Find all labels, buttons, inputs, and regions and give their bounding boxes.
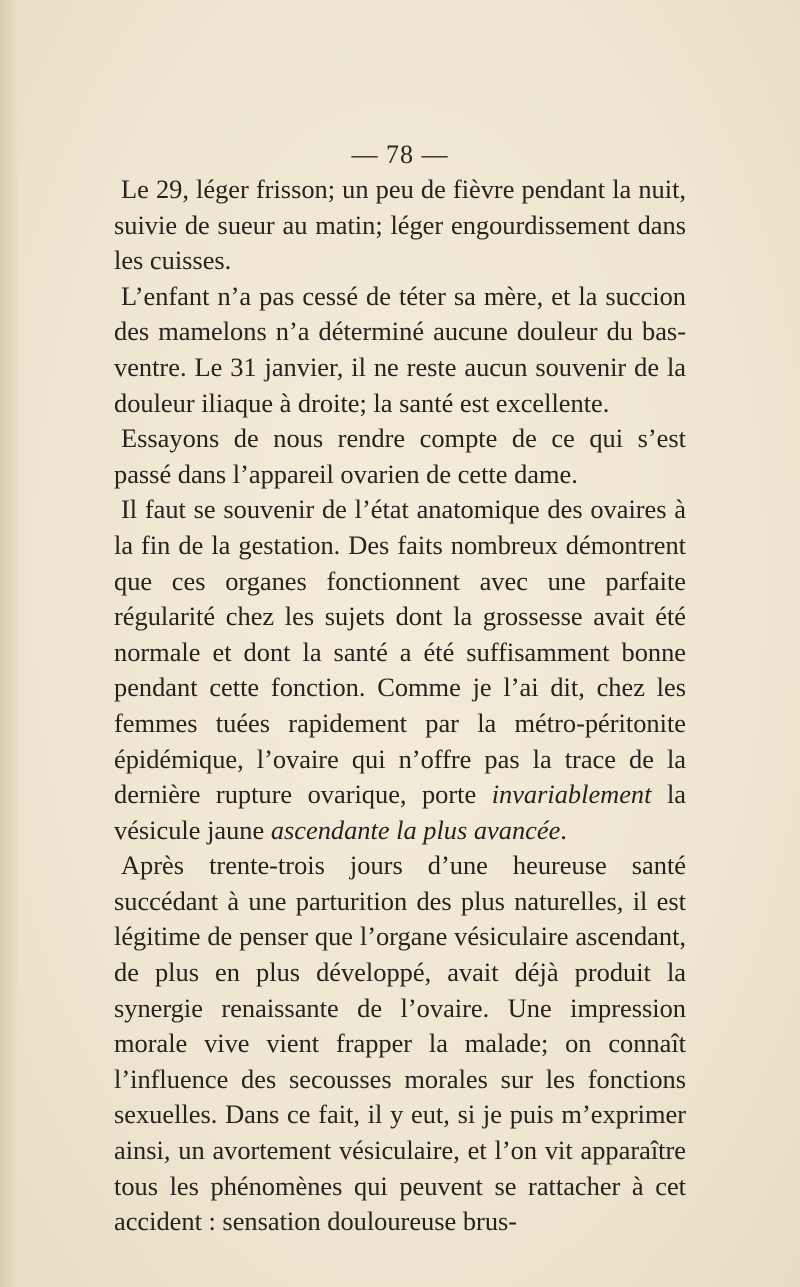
paragraph-4 [114, 492, 686, 848]
paragraph-1-text: Le 29, léger frisson; un peu de fièvre pendant la nuit, suivie de sueur au matin; léger engourdissement dans les cuisses. [114, 174, 686, 276]
page-number: — 78 — [351, 140, 449, 169]
paragraph-2 [114, 279, 686, 421]
paragraph-4-text-before: Il faut se souvenir de l’état anatomique des ovaires à la fin de la gestation. Des faits nombreux démontrent que ces organes fonctionnent avec une parfaite régularité chez les sujets dont la grossesse avait été normale et dont la santé a été suffisamment bonne pendant cette fonction. Comme je l’ai dit, chez les femmes tuées rapidement par la métro-péritonite épidémique, l’ovaire qui n’offre pas la trace de la dernière rupture ovarique, porte [114, 494, 686, 810]
paragraph-1 [114, 172, 686, 279]
paragraph-4-text-after: . [560, 814, 567, 845]
paragraph-3-text: Essayons de nous rendre compte de ce qui s’est passé dans l’appareil ovarien de cette dame. [114, 423, 686, 489]
page-gutter [0, 0, 18, 1287]
paragraph-5-text: Après trente-trois jours d’une heureuse santé succédant à une parturition des plus naturelles, il est légitime de penser que l’organe vésiculaire ascendant, de plus en plus développé, avait déjà produit la synergie renaissante de l’ovaire. Une impression morale vive vient frapper la malade; on connaît l’influence des secousses morales sur les fonctions sexuelles. Dans ce fait, il y eut, si je puis m’exprimer ainsi, un avortement vésiculaire, et l’on vit apparaître tous les phénomènes qui peuvent se rattacher à cet accident : sensation douloureuse brus- [114, 850, 686, 1237]
paragraph-4-italic-ascendante: ascendante la plus avancée [270, 814, 561, 845]
paragraph-3 [114, 421, 686, 492]
paragraph-5 [114, 848, 686, 1240]
body-text [114, 172, 686, 1240]
paragraph-4-text-middle: la vésicule jaune [114, 779, 686, 845]
paragraph-4-italic-invariablement: invariablement [491, 779, 652, 810]
paragraph-2-text: L’enfant n’a pas cessé de téter sa mère, et la succion des mamelons n’a déterminé aucune douleur du bas-ventre. Le 31 janvier, il ne reste aucun souvenir de la douleur iliaque à droite; la santé est excellente. [114, 280, 686, 418]
